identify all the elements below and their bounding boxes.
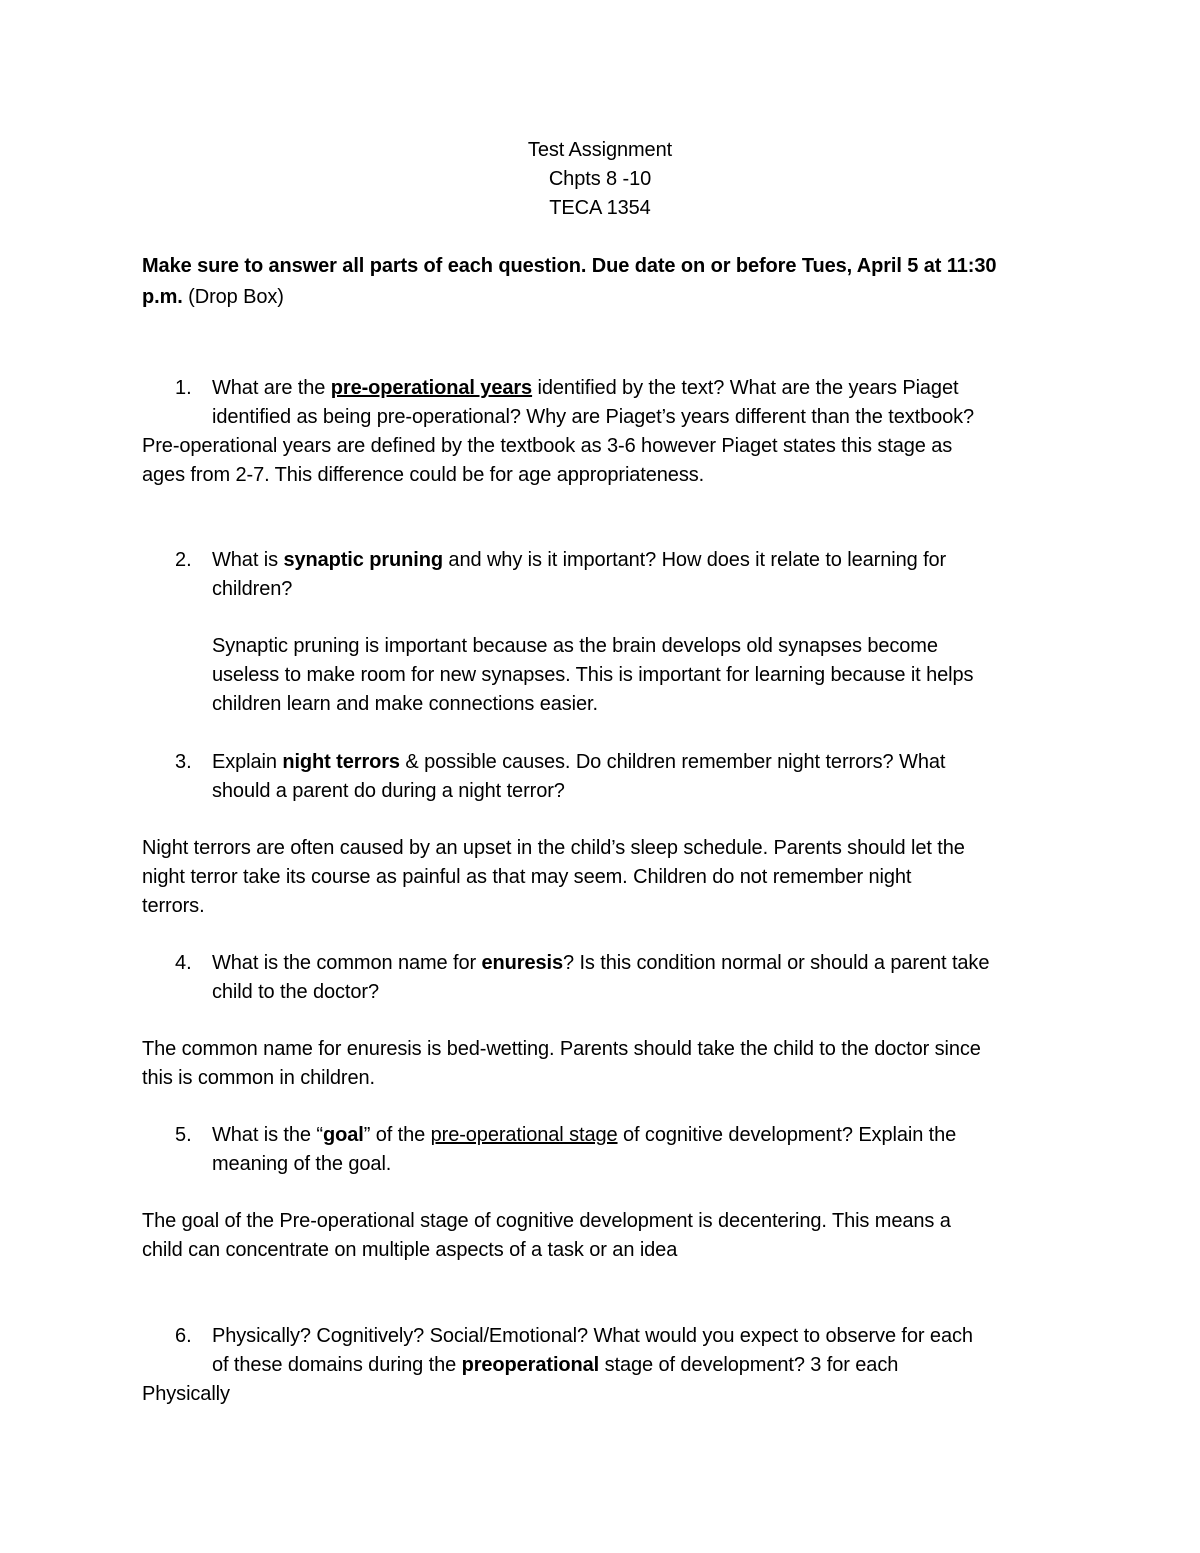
answer-1-line-1: Pre-operational years are defined by the textbook as 3-6 however Piaget states this stage as [142, 435, 953, 457]
instructions-line-1: Make sure to answer all parts of each question. Due date on or before Tues, April 5 at 11:30 [142, 255, 997, 277]
q5-text-a: What is the “ [212, 1124, 323, 1146]
q4-term: enuresis [481, 952, 563, 974]
instructions-line-2 [142, 283, 284, 312]
answer-2-line-3: children learn and make connections easier. [212, 693, 598, 715]
document-title: Test Assignment [527, 139, 673, 161]
q5-text-c: of cognitive development? Explain the [617, 1124, 957, 1146]
q2-text-b: and why is it important? How does it relate to learning for [442, 549, 947, 571]
question-4-line-2: child to the doctor? [212, 981, 379, 1003]
question-4-number: 4. [175, 952, 192, 974]
q3-term: night terrors [282, 751, 400, 773]
question-6-line-2 [212, 1351, 898, 1380]
answer-3-line-2: night terror take its course as painful as that may seem. Children do not remember night [142, 866, 912, 888]
answer-2-line-2: useless to make room for new synapses. This is important for learning because it helps [212, 664, 974, 686]
q1-text-b: identified by the text? What are the years Piaget [532, 377, 959, 399]
q2-text-a: What is [212, 549, 284, 571]
question-2-line-2: children? [212, 578, 293, 600]
question-1-line-2: identified as being pre-operational? Why are Piaget’s years different than the textbook? [212, 406, 975, 428]
q5-text-b: ” of the [363, 1124, 431, 1146]
instructions-bold-text: p.m. [142, 286, 183, 308]
answer-2-line-1: Synaptic pruning is important because as the brain develops old synapses become [212, 635, 938, 657]
question-4-line-1 [212, 949, 989, 978]
question-2-number: 2. [175, 549, 192, 571]
q6-term: preoperational [461, 1354, 600, 1376]
question-3-number: 3. [175, 751, 192, 773]
q6-text-b: stage of development? 3 for each [599, 1354, 899, 1376]
answer-3-line-1: Night terrors are often caused by an upset in the child’s sleep schedule. Parents should let the [142, 837, 965, 859]
question-5-line-2: meaning of the goal. [212, 1153, 392, 1175]
answer-4-line-1: The common name for enuresis is bed-wetting. Parents should take the child to the doctor since [142, 1038, 981, 1060]
question-5-line-1 [212, 1121, 956, 1150]
question-3-line-1 [212, 748, 945, 777]
question-3-line-2: should a parent do during a night terror? [212, 780, 565, 802]
question-6-line-1: Physically? Cognitively? Social/Emotional? What would you expect to observe for each [212, 1325, 973, 1347]
answer-3-line-3: terrors. [142, 895, 205, 917]
answer-1-line-2: ages from 2-7. This difference could be for age appropriateness. [142, 464, 705, 486]
q6-text-a: of these domains during the [212, 1354, 462, 1376]
q1-term: pre-operational years [330, 377, 533, 399]
answer-4-line-2: this is common in children. [142, 1067, 375, 1089]
q4-text-a: What is the common name for [212, 952, 482, 974]
q1-text-a: What are the [212, 377, 331, 399]
answer-6-line-1: Physically [142, 1383, 230, 1405]
question-2-line-1 [212, 546, 946, 575]
chapters-line: Chpts 8 -10 [548, 168, 652, 190]
question-1-number: 1. [175, 377, 192, 399]
answer-5-line-1: The goal of the Pre-operational stage of cognitive development is decentering. This means a [142, 1210, 951, 1232]
q4-text-b: ? Is this condition normal or should a parent take [563, 952, 990, 974]
answer-5-line-2: child can concentrate on multiple aspects of a task or an idea [142, 1239, 678, 1261]
instructions-drop-box: (Drop Box) [182, 286, 284, 308]
q3-text-b: & possible causes. Do children remember night terrors? What [399, 751, 946, 773]
question-1-line-1 [212, 374, 958, 403]
course-code: TECA 1354 [549, 197, 651, 219]
q3-text-a: Explain [212, 751, 283, 773]
q2-term: synaptic pruning [283, 549, 443, 571]
question-6-number: 6. [175, 1325, 192, 1347]
q5-term: pre-operational stage [430, 1124, 618, 1146]
question-5-number: 5. [175, 1124, 192, 1146]
q5-goal: goal [322, 1124, 364, 1146]
